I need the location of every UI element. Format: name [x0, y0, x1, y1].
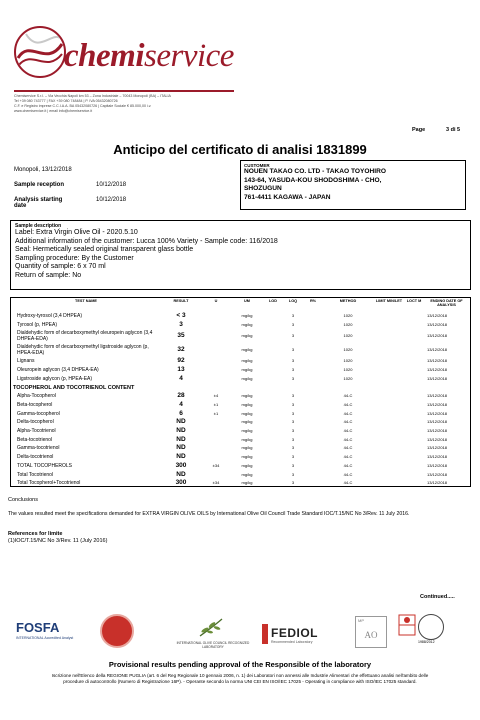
test-name-cell: Total Tocotrienol — [17, 471, 54, 478]
uncertainty-cell — [201, 418, 231, 427]
loct-cell — [405, 366, 423, 375]
uncertainty-cell — [201, 366, 231, 375]
loq-cell: 3 — [291, 313, 295, 318]
place-date: Monopoli, 13/12/2018 — [14, 167, 72, 173]
test-name-cell: Total Tocopherol+Tocotrienol — [17, 480, 81, 487]
method-cell: 44-C — [343, 454, 353, 460]
test-name-cell: Gamma-tocotrienol — [17, 445, 60, 452]
customer-line: NOUEN TAKAO CO. LTD - TAKAO TOYOHIRO — [244, 168, 387, 175]
fediol-icon — [262, 624, 268, 644]
loct-cell — [405, 401, 423, 410]
lod-cell — [263, 392, 283, 401]
sample-line: Sampling procedure: By the Customer — [15, 254, 134, 262]
loct-cell — [405, 410, 423, 419]
test-name-cell: Beta-tocotrienol — [17, 436, 53, 443]
table-row — [11, 427, 470, 436]
fediol-logo: FEDIOL — [271, 626, 318, 640]
loct-cell — [405, 479, 423, 488]
lod-cell — [263, 410, 283, 419]
limit-cell — [373, 471, 405, 480]
uncertainty-cell: ±1 — [213, 410, 219, 416]
registration-line: Iscrizione nell'Elenco della REGIONE PUGLIA (art. 6 del Reg Regionale 10 gennaio 2006, n. 1) dei Laboratori non annessi alle Industrie Alimentari che effettuano analisi nell'ambito delle — [51, 673, 429, 678]
results-table — [11, 298, 470, 488]
continued-text: Continued..... — [420, 594, 455, 600]
limit-cell — [373, 392, 405, 401]
lod-cell — [263, 462, 283, 471]
recovery-cell — [303, 401, 323, 410]
loct-cell — [405, 453, 423, 462]
table-section-row — [11, 384, 470, 393]
loq-cell: 3 — [291, 333, 295, 339]
ao-text: AO — [364, 630, 378, 640]
ending-date-cell: 13/12/2018 — [427, 410, 448, 416]
limit-cell — [373, 366, 405, 375]
col-loct: LOCT M — [406, 299, 422, 303]
address-line-2: Tel +39 080 743777 | FAX +39 080 748484 | P. IVA 05432080726 — [14, 99, 118, 103]
address-line-1: Chemiservice S.r.l. – Via Vecchia Napoli km 53 – Zona Industriale – 70043 Monopoli (BA) – ITALIA — [14, 94, 171, 98]
result-cell: < 3 — [176, 312, 186, 319]
table-row — [11, 401, 470, 410]
result-cell: ND — [176, 453, 186, 461]
unit-cell: mg/kg — [241, 436, 253, 442]
document-title: Anticipo del certificato di analisi 1831899 — [113, 142, 367, 157]
method-cell: 1020 — [343, 333, 353, 339]
page-label: Page — [412, 127, 426, 133]
recovery-cell — [303, 321, 323, 330]
unit-cell: mg/kg — [241, 419, 253, 425]
sample-line: Seal: Hermetically sealed original transparent glass bottle — [15, 246, 194, 254]
table-row — [11, 471, 470, 480]
section-label: TOCOPHEROL AND TOCOTRIENOL CONTENT — [13, 384, 135, 391]
ending-date-cell: 13/12/2018 — [427, 358, 448, 364]
limit-cell — [373, 453, 405, 462]
method-cell: 44-C — [343, 462, 353, 468]
registration-line: procedure di autocontrollo (Numero di Registrazione 16P). - Operante secondo la norma UNI CEI EN ISO/IEC 17025 - Operating in compliance with ISO/IEC 17025 standard. — [63, 679, 417, 684]
provisional-notice: Provisional results pending approval of the Responsible of the laboratory — [108, 660, 372, 669]
test-name-cell: Lignans — [17, 358, 35, 365]
lod-cell — [263, 471, 283, 480]
lod-cell — [263, 343, 283, 357]
result-cell: 35 — [177, 332, 185, 340]
method-cell: 1020 — [343, 375, 353, 381]
conclusions-label: Conclusions — [8, 497, 38, 503]
uncertainty-cell: ±4 — [213, 393, 219, 399]
table-row — [11, 392, 470, 401]
lod-cell — [263, 436, 283, 445]
lod-cell — [263, 321, 283, 330]
limit-cell — [373, 462, 405, 471]
method-cell: 1020 — [343, 367, 353, 373]
ending-date-cell: 13/12/2018 — [427, 419, 448, 425]
table-row — [11, 418, 470, 427]
table-row — [11, 312, 470, 321]
recovery-cell — [303, 366, 323, 375]
limit-cell — [373, 375, 405, 384]
company-logo-text: chemiservice — [64, 38, 234, 74]
ending-date-cell: 13/12/2018 — [427, 471, 448, 477]
sample-line: Return of sample: No — [15, 271, 82, 279]
quality-cert-icon — [398, 614, 416, 646]
loq-cell: 3 — [291, 462, 295, 468]
recovery-cell — [303, 479, 323, 488]
table-row — [11, 366, 470, 375]
page-number: 3 di 5 — [446, 127, 461, 133]
ending-date-cell: 13/12/2018 — [427, 462, 448, 468]
col-um: UM — [244, 299, 250, 303]
unit-cell: mg/kg — [241, 313, 253, 318]
col-limit: LIMIT MIN/LET — [375, 299, 403, 303]
fosfa-logo: FOSFA — [16, 620, 60, 635]
test-name-cell: Hydroxy-tyrosol (3,4 DHPEA) — [17, 313, 83, 319]
loct-cell — [405, 427, 423, 436]
analysis-starting-value: 10/12/2018 — [96, 197, 127, 203]
loct-cell — [405, 312, 423, 321]
limit-cell — [373, 343, 405, 357]
uncertainty-cell — [201, 444, 231, 453]
method-cell: 1020 — [343, 358, 353, 364]
table-row — [11, 375, 470, 384]
recovery-cell — [303, 462, 323, 471]
result-cell: 300 — [175, 461, 187, 469]
unit-cell: mg/kg — [241, 462, 253, 468]
limit-cell — [373, 321, 405, 330]
fediol-subtitle: Recommended Laboratory — [271, 640, 313, 644]
unit-cell: mg/kg — [241, 347, 253, 353]
table-row — [11, 357, 470, 366]
uncertainty-cell — [201, 453, 231, 462]
col-ending-date: ENDING DATE OF ANALYSIS — [430, 299, 463, 307]
test-name-cell: Delta-tocotrienol — [17, 454, 54, 461]
lod-cell — [263, 401, 283, 410]
method-cell: 44-C — [343, 480, 353, 486]
table-row — [11, 410, 470, 419]
method-cell: 44-C — [343, 410, 353, 416]
loq-cell: 3 — [291, 347, 295, 353]
fosfa-subtitle: INTERNATIONAL Accredited Analyst — [16, 636, 74, 640]
limit-cell — [373, 357, 405, 366]
ao-logo — [355, 616, 387, 648]
unit-cell: mg/kg — [241, 401, 253, 407]
result-cell: ND — [176, 444, 186, 452]
loct-cell — [405, 321, 423, 330]
olive-branch-icon — [196, 616, 226, 640]
loct-cell — [405, 471, 423, 480]
method-cell: 44-C — [343, 419, 353, 425]
sample-reception-label: Sample reception — [14, 182, 65, 188]
loct-cell — [405, 392, 423, 401]
test-name-cell: Oleuropein aglycon (3,4 DHPEA-EA) — [17, 367, 99, 374]
uncertainty-cell — [201, 436, 231, 445]
method-cell: 1020 — [343, 313, 353, 318]
analysis-starting-label: Analysis starting date — [14, 197, 63, 209]
limit-cell — [373, 427, 405, 436]
logo-divider — [14, 90, 234, 92]
test-name-cell: Delta-tocopherol — [17, 419, 54, 426]
ending-date-cell: 13/12/2018 — [427, 333, 448, 339]
loq-cell: 3 — [291, 358, 295, 364]
customer-line: SHOZUGUN — [244, 185, 282, 193]
recovery-cell — [303, 312, 323, 321]
customer-label: CUSTOMER — [244, 163, 270, 168]
unit-cell: mg/kg — [241, 454, 253, 460]
loct-cell — [405, 329, 423, 343]
test-name-cell: Ligstroside aglycon (p, HPEA-EA) — [17, 375, 93, 382]
col-loq: LOQ — [288, 299, 298, 303]
method-cell: 44-C — [343, 401, 353, 407]
references-text: (1)IOC/T.15/NC No 3/Rev. 11 (July 2016) — [8, 538, 108, 544]
method-cell: 44-C — [343, 393, 353, 399]
result-cell: ND — [176, 470, 186, 478]
recovery-cell — [303, 444, 323, 453]
lod-cell — [263, 312, 283, 321]
ending-date-cell: 13/12/2018 — [427, 321, 448, 327]
loct-cell — [405, 375, 423, 384]
result-cell: 28 — [177, 392, 185, 400]
result-cell: 92 — [177, 357, 185, 365]
loq-cell: 3 — [291, 410, 295, 416]
uncertainty-cell: ±34 — [212, 480, 220, 486]
uncertainty-cell — [201, 329, 231, 343]
col-method: METHOD — [339, 299, 357, 303]
loq-cell: 3 — [291, 321, 295, 327]
loct-cell — [405, 357, 423, 366]
uncertainty-cell — [201, 375, 231, 384]
uncertainty-cell — [201, 321, 231, 330]
result-cell: 300 — [175, 479, 187, 487]
result-cell: 4 — [179, 400, 183, 408]
company-logo-icon — [14, 26, 66, 78]
loq-cell: 3 — [291, 480, 295, 486]
unit-cell: mg/kg — [241, 428, 253, 434]
unit-cell: mg/kg — [241, 393, 253, 399]
ending-date-cell: 13/12/2018 — [427, 445, 448, 451]
result-cell: ND — [176, 435, 186, 443]
address-line-4: www.chemiservice.it | email info@chemiservice.it — [14, 109, 93, 113]
loq-cell: 3 — [291, 393, 295, 399]
uncertainty-cell — [201, 427, 231, 436]
method-cell: 44-C — [343, 428, 353, 434]
loct-cell — [405, 444, 423, 453]
ending-date-cell: 13/12/2018 — [427, 347, 448, 353]
ending-date-cell: 13/12/2018 — [427, 480, 448, 486]
test-name-cell: Dialdehydic form of decarboxymethyl ligstroside aglycon (p, HPEA-EDA) — [17, 344, 149, 357]
uncertainty-cell: ±34 — [212, 462, 220, 468]
test-name-cell: Gamma-tocopherol — [17, 410, 60, 417]
sample-line: Additional information of the customer: Lucca 100% Variety - Sample code: 116/2018 — [15, 237, 278, 245]
method-cell: 1020 — [343, 321, 353, 327]
test-name-cell: Alpha-Tocotrienol — [17, 428, 56, 435]
ioc-logo-text: INTERNATIONAL OLIVE COUNCIL RECOGNIZED LABORATORY — [176, 641, 250, 649]
test-name-cell: Dialdehydic form of decarboxymethyl oleuropein aglycon (3,4 DHPEA-EDA) — [17, 330, 153, 343]
loq-cell: 3 — [291, 401, 295, 407]
conclusions-text: The values resulted meet the specifications demanded for EXTRA VIRGIN OLIVE OILS by International Olive Oil Council Trade Standard IOC/T.15/NC No 3/Rev. 11 July 2016. — [8, 511, 410, 517]
ending-date-cell: 13/12/2018 — [427, 401, 448, 407]
limit-cell — [373, 479, 405, 488]
loq-cell: 3 — [291, 419, 295, 425]
loq-cell: 3 — [291, 375, 295, 381]
registration-note — [14, 673, 466, 685]
result-cell: 32 — [177, 346, 185, 354]
col-lod: LOD — [268, 299, 277, 303]
uncertainty-cell — [201, 312, 231, 321]
method-cell: 44-C — [343, 471, 353, 477]
col-u: U — [214, 299, 218, 303]
sample-description-box — [10, 220, 471, 290]
lod-cell — [263, 479, 283, 488]
recovery-cell — [303, 418, 323, 427]
test-name-cell: Tyrosol (p, HPEA) — [17, 321, 58, 328]
unit-cell: mg/kg — [241, 375, 253, 381]
result-cell: 4 — [179, 374, 183, 382]
loq-cell: 3 — [291, 428, 295, 434]
result-cell: 6 — [179, 409, 183, 417]
recovery-cell — [303, 375, 323, 384]
lod-cell — [263, 453, 283, 462]
results-box — [10, 297, 471, 487]
customer-line: 143-64, YASUDA-KOU SHODOSHIMA - CHO, — [244, 176, 382, 184]
ending-date-cell: 13/12/2018 — [427, 428, 448, 434]
loct-cell — [405, 418, 423, 427]
ending-date-cell: 13/12/2018 — [427, 313, 448, 318]
recovery-cell — [303, 329, 323, 343]
recovery-cell — [303, 410, 323, 419]
recovery-cell — [303, 357, 323, 366]
test-name-cell: TOTAL TOCOPHEROLS — [17, 462, 73, 469]
lod-cell — [263, 329, 283, 343]
uncertainty-cell — [201, 471, 231, 480]
sample-description-label: Sample description — [15, 223, 62, 229]
loq-cell: 3 — [291, 454, 295, 460]
limit-cell — [373, 436, 405, 445]
table-row — [11, 479, 470, 488]
references-label: References for limite — [8, 531, 63, 537]
loq-cell: 3 — [291, 471, 295, 477]
sample-reception-value: 10/12/2018 — [96, 182, 127, 188]
recovery-cell — [303, 471, 323, 480]
col-r: R% — [309, 299, 317, 303]
limit-cell — [373, 418, 405, 427]
lod-cell — [263, 366, 283, 375]
loct-cell — [405, 436, 423, 445]
recovery-cell — [303, 392, 323, 401]
table-row — [11, 321, 470, 330]
method-cell: 44-C — [343, 436, 353, 442]
limit-cell — [373, 312, 405, 321]
lod-cell — [263, 427, 283, 436]
recovery-cell — [303, 453, 323, 462]
test-name-cell: Beta-tocopherol — [17, 401, 53, 408]
table-row — [11, 444, 470, 453]
approved-chemist-badge-icon — [100, 614, 134, 648]
result-cell: ND — [176, 418, 186, 426]
loq-cell: 3 — [291, 445, 295, 451]
table-row — [11, 329, 470, 343]
method-cell: 44-C — [343, 445, 353, 451]
accreditation-badge-icon — [418, 614, 444, 640]
table-row — [11, 462, 470, 471]
lod-cell — [263, 357, 283, 366]
lod-cell — [263, 375, 283, 384]
table-header-row — [11, 298, 470, 312]
ending-date-cell: 13/12/2018 — [427, 436, 448, 442]
loct-cell — [405, 343, 423, 357]
recovery-cell — [303, 427, 323, 436]
loct-cell — [405, 462, 423, 471]
ending-date-cell: 13/12/2018 — [427, 367, 448, 373]
unit-cell: mg/kg — [241, 367, 253, 373]
uncertainty-cell — [201, 343, 231, 357]
unit-cell: mg/kg — [241, 410, 253, 416]
ending-date-cell: 13/12/2018 — [427, 393, 448, 399]
result-cell: ND — [176, 427, 186, 435]
result-cell: 13 — [177, 366, 185, 374]
unit-cell: mg/kg — [241, 358, 253, 364]
recovery-cell — [303, 343, 323, 357]
unit-cell: mg/kg — [241, 321, 253, 327]
limit-cell — [373, 410, 405, 419]
limit-cell — [373, 444, 405, 453]
table-row — [11, 453, 470, 462]
col-result: RESULT — [173, 299, 189, 303]
uncertainty-cell — [201, 357, 231, 366]
address-line-3: C.F. e Registro imprese C.C.I.A.A. BA 05432080726 | Capitale Sociale € 85.000,00 i.v. — [14, 104, 152, 108]
limit-cell — [373, 329, 405, 343]
method-cell: 1020 — [343, 347, 353, 353]
ao-sub: MP — [358, 618, 364, 623]
customer-box — [240, 160, 466, 210]
uncertainty-cell: ±1 — [213, 401, 219, 407]
loq-cell: 3 — [291, 436, 295, 442]
recovery-cell — [303, 436, 323, 445]
ending-date-cell: 13/12/2018 — [427, 375, 448, 381]
unit-cell: mg/kg — [241, 471, 253, 477]
unit-cell: mg/kg — [241, 445, 253, 451]
unit-cell: mg/kg — [241, 333, 253, 339]
table-row — [11, 436, 470, 445]
sample-line: Label: Extra Virgin Olive Oil - 2020.5.10 — [15, 229, 138, 236]
lod-cell — [263, 418, 283, 427]
test-name-cell: Alpha-Tocopherol — [17, 393, 56, 400]
ending-date-cell: 13/12/2018 — [427, 454, 448, 460]
col-test-name: TEST NAME — [75, 299, 97, 303]
limit-cell — [373, 401, 405, 410]
table-row — [11, 343, 470, 357]
loq-cell: 3 — [291, 367, 295, 373]
lod-cell — [263, 444, 283, 453]
unit-cell: mg/kg — [241, 480, 253, 486]
sample-line: Quantity of sample: 6 x 70 ml — [15, 263, 106, 271]
customer-line: 761-4411 KAGAWA - JAPAN — [244, 193, 331, 201]
accreditation-number: 1988/2012 — [418, 640, 435, 644]
result-cell: 3 — [179, 320, 183, 328]
